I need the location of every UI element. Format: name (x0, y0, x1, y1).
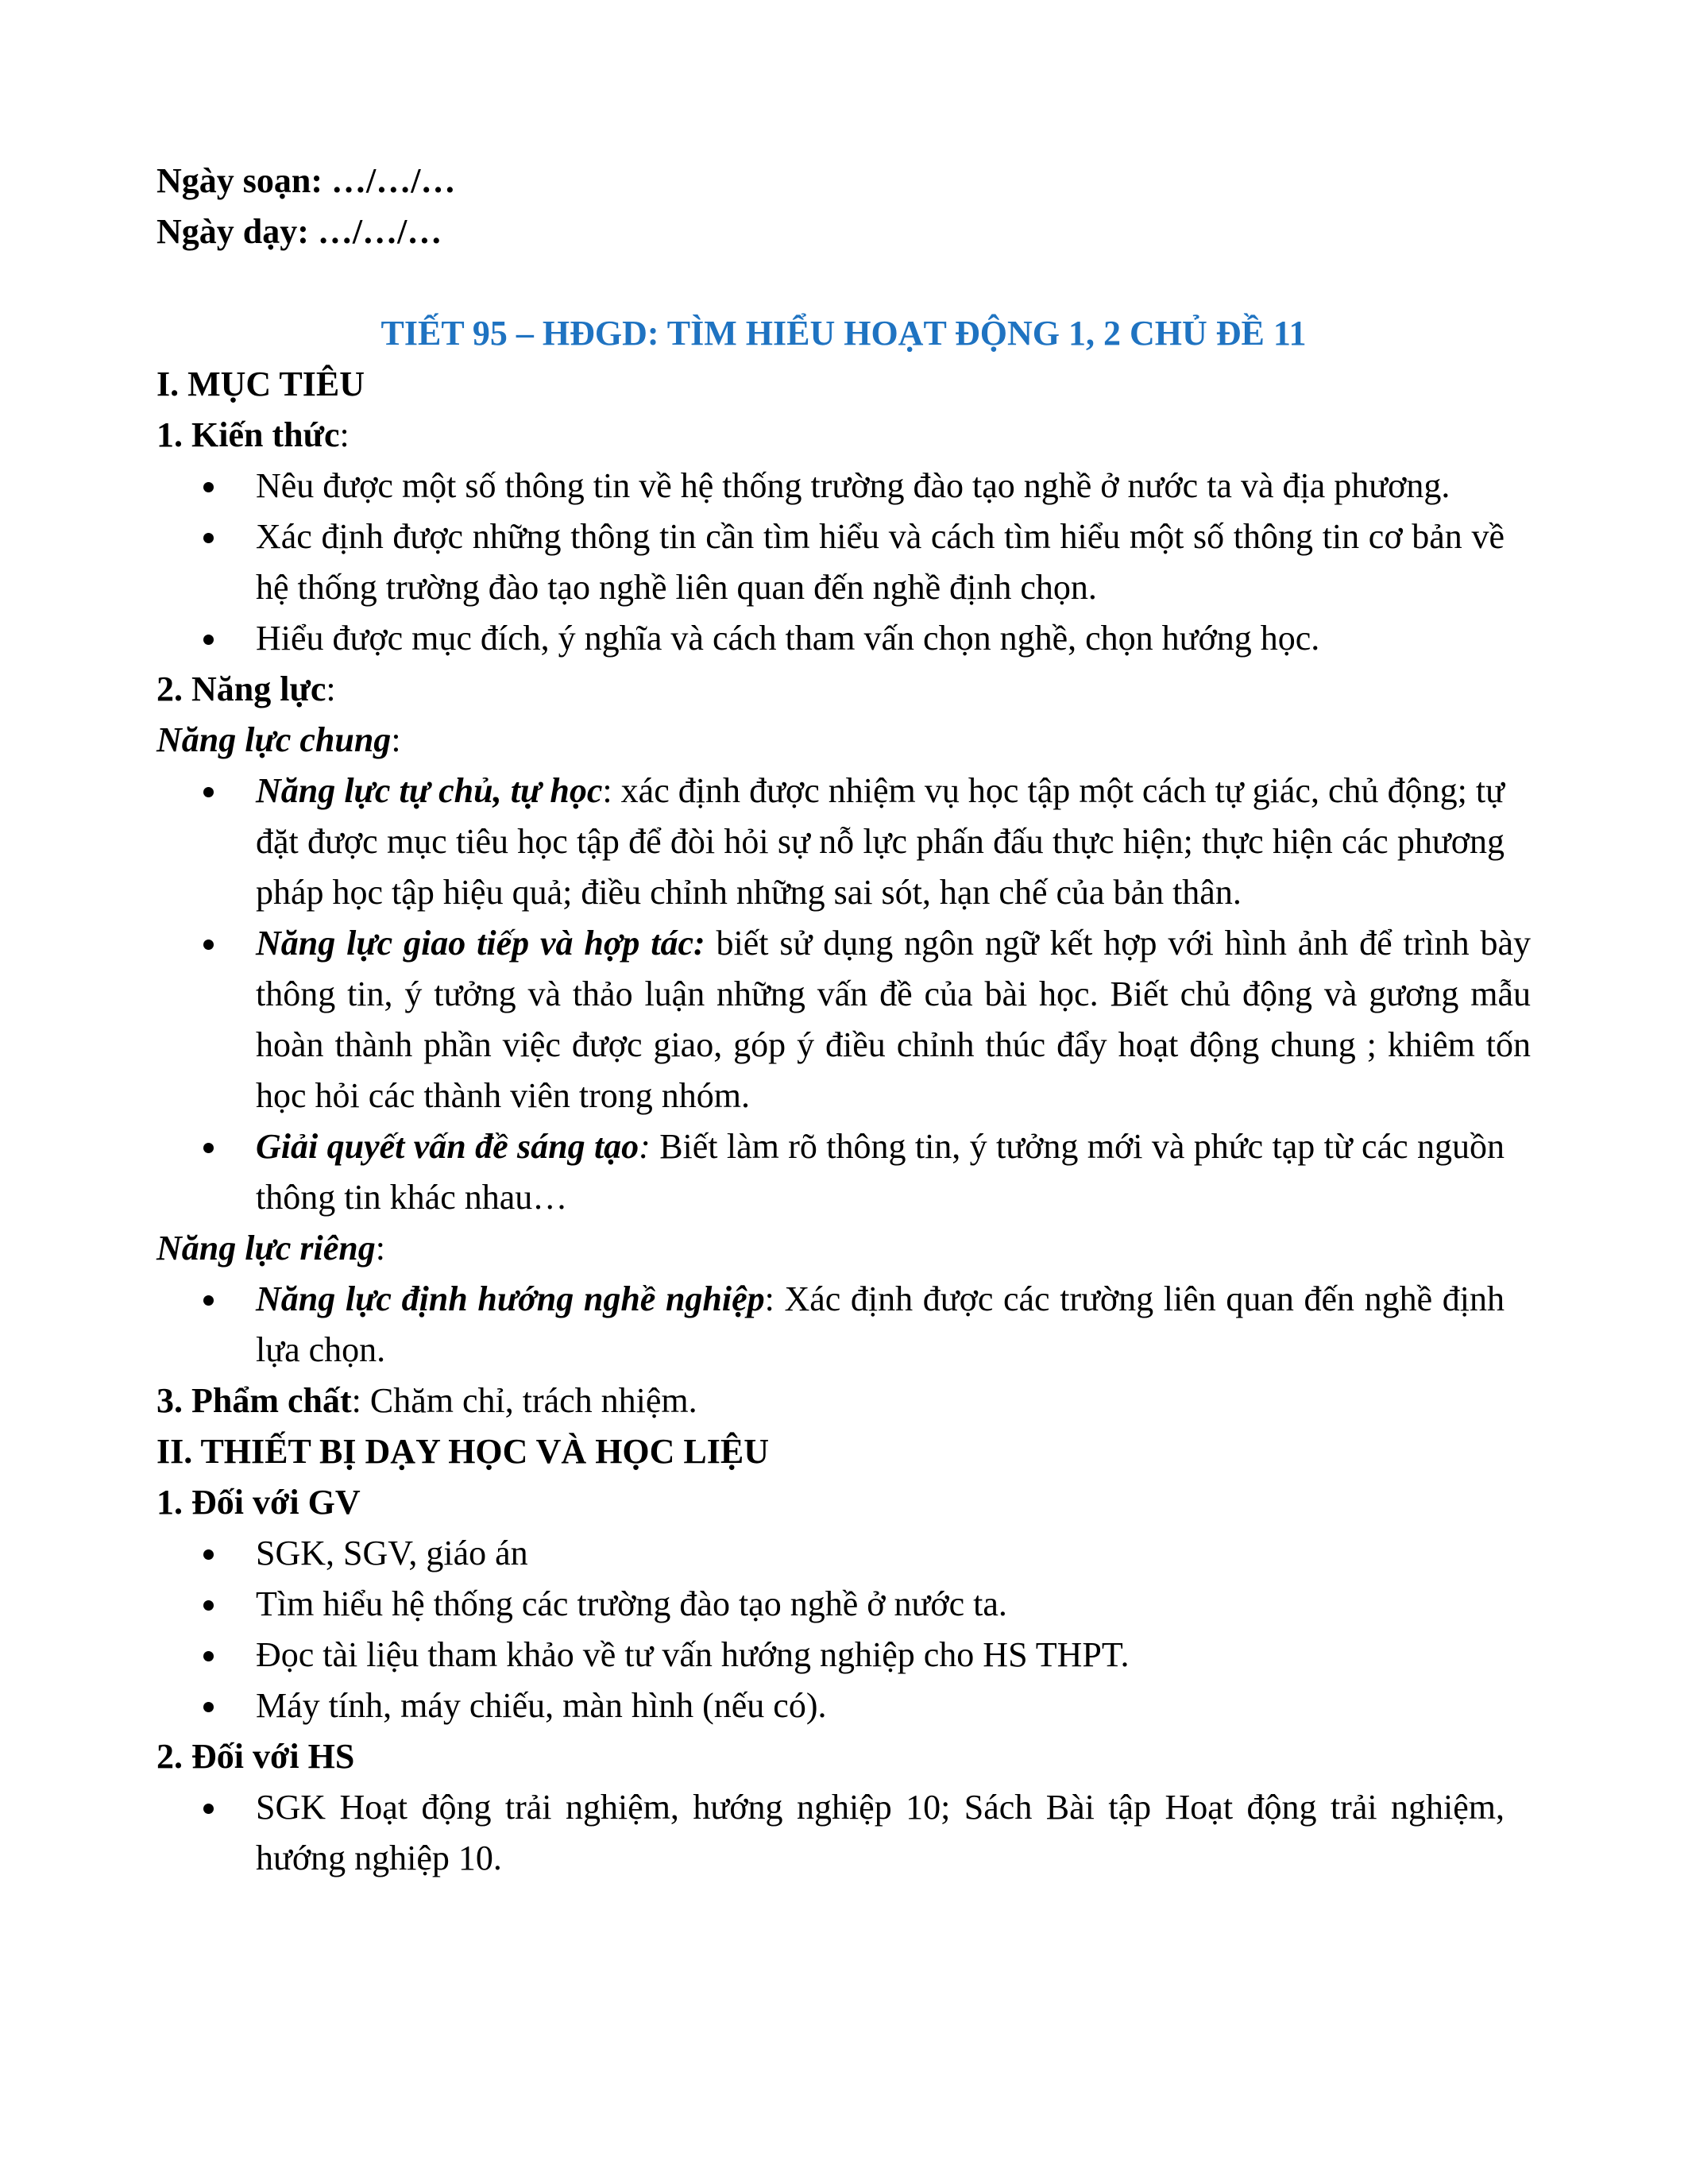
bullet-icon (203, 940, 214, 950)
subheading-doi-voi-hs: 2. Đối với HS (156, 1737, 355, 1776)
bullet-icon (203, 482, 214, 492)
hs-list (156, 1782, 1531, 1884)
list-item-sep: : (602, 771, 612, 810)
list-item-term: Năng lực tự chủ, tự học (256, 771, 603, 810)
list-item-text: Hiểu được mục đích, ý nghĩa và cách tham vấn chọn nghề, chọn hướng học. (256, 619, 1320, 658)
nang-luc-rieng-colon: : (375, 1229, 385, 1268)
subheading-nang-luc-rieng (156, 1223, 1531, 1274)
lesson-title: TIẾT 95 – HĐGD: TÌM HIỂU HOẠT ĐỘNG 1, 2 CHỦ ĐỀ 11 (380, 314, 1307, 353)
list-item-sep: : (764, 1279, 774, 1318)
nang-luc-chung-colon: : (391, 720, 401, 759)
list-item-text: Tìm hiểu hệ thống các trường đào tạo nghề ở nước ta. (256, 1584, 1007, 1623)
subheading-kien-thuc (156, 410, 1531, 461)
list-item (256, 1630, 1531, 1680)
list-item-text: Biết làm rõ thông tin, ý tưởng mới và phức tạp từ các nguồn thông tin khác nhau… (256, 1127, 1505, 1217)
list-item-text: Xác định được những thông tin cần tìm hiểu và cách tìm hiểu một số thông tin cơ bản về hệ thống trường đào tạo nghề liên quan đến nghề định chọn. (256, 517, 1505, 607)
list-item (256, 1274, 1531, 1376)
nang-luc-rieng-list (156, 1274, 1531, 1376)
bullet-icon (203, 635, 214, 645)
kien-thuc-list (156, 461, 1531, 664)
bullet-icon (203, 787, 214, 797)
bullet-icon (203, 1143, 214, 1153)
nang-luc-chung-list (156, 766, 1531, 1223)
list-item (256, 766, 1531, 918)
list-item-text: xác định được nhiệm vụ học tập một cách tự giác, chủ động; tự đặt được mục tiêu học tập để đòi hỏi sự nỗ lực phấn đấu thực hiện; thực hiện các phương pháp học tập hiệu quả; điều chỉnh những sai sót, hạn chế của bản thân. (256, 771, 1505, 912)
list-item (256, 1528, 1531, 1579)
list-item (256, 511, 1531, 613)
bullet-icon (203, 1651, 214, 1661)
list-item-text: Nêu được một số thông tin về hệ thống trường đào tạo nghề ở nước ta và địa phương. (256, 466, 1450, 505)
subheading-nang-luc-chung (156, 715, 1531, 766)
section-heading-thiet-bi: II. THIẾT BỊ DẠY HỌC VÀ HỌC LIỆU (156, 1432, 770, 1471)
list-item-sep: : (639, 1127, 651, 1166)
list-item-text: SGK Hoạt động trải nghiệm, hướng nghiệp 10; Sách Bài tập Hoạt động trải nghiệm, hướng nghiệp 10. (256, 1788, 1505, 1877)
list-item-text: SGK, SGV, giáo án (256, 1534, 528, 1572)
list-item (256, 1782, 1531, 1884)
list-item (256, 613, 1531, 664)
bullet-icon (203, 1549, 214, 1560)
list-item-text: Đọc tài liệu tham khảo về tư vấn hướng nghiệp cho HS THPT. (256, 1635, 1130, 1674)
date-block (156, 156, 1531, 257)
list-item-term: Năng lực định hướng nghề nghiệp (256, 1279, 765, 1318)
bullet-icon (203, 1600, 214, 1611)
nang-luc-chung-label: Năng lực chung (156, 720, 392, 759)
ngay-day: Ngày dạy: …/…/… (156, 212, 442, 251)
subheading-doi-voi-gv: 1. Đối với GV (156, 1483, 361, 1522)
pham-chat-text: : Chăm chỉ, trách nhiệm. (351, 1381, 697, 1420)
nang-luc-rieng-label: Năng lực riêng (156, 1229, 376, 1268)
subheading-nang-luc (156, 664, 1531, 715)
list-item (256, 1121, 1531, 1223)
section-heading-muc-tieu: I. MỤC TIÊU (156, 365, 365, 403)
nang-luc-colon: : (326, 669, 336, 708)
bullet-icon (203, 1804, 214, 1814)
gv-list (156, 1528, 1531, 1731)
ngay-soan: Ngày soạn: …/…/… (156, 161, 456, 200)
kien-thuc-label: 1. Kiến thức (156, 415, 340, 454)
list-item (256, 461, 1531, 511)
list-item-text: Máy tính, máy chiếu, màn hình (nếu có). (256, 1686, 827, 1725)
list-item (256, 918, 1531, 1121)
list-item-term: Giải quyết vấn đề sáng tạo (256, 1127, 639, 1166)
list-item-term: Năng lực giao tiếp và hợp tác: (256, 924, 705, 963)
bullet-icon (203, 1295, 214, 1306)
pham-chat-label: 3. Phẩm chất (156, 1381, 352, 1420)
list-item-text: biết sử dụng ngôn ngữ kết hợp với hình ảnh để trình bày thông tin, ý tưởng và thảo luận những vấn đề của bài học. Biết chủ động và gương mẫu hoàn thành phần việc được giao, góp ý điều chỉnh thúc đẩy hoạt động chung ; khiêm tốn học hỏi các thành viên trong nhóm. (256, 924, 1531, 1115)
list-item-text: Xác định được các trường liên quan đến nghề định lựa chọn. (256, 1279, 1505, 1369)
kien-thuc-colon: : (339, 415, 350, 454)
bullet-icon (203, 1702, 214, 1712)
list-item (256, 1680, 1531, 1731)
pham-chat-line (156, 1376, 1531, 1426)
bullet-icon (203, 533, 214, 543)
list-item (256, 1579, 1531, 1630)
nang-luc-label: 2. Năng lực (156, 669, 326, 708)
document-page (156, 156, 1531, 1884)
